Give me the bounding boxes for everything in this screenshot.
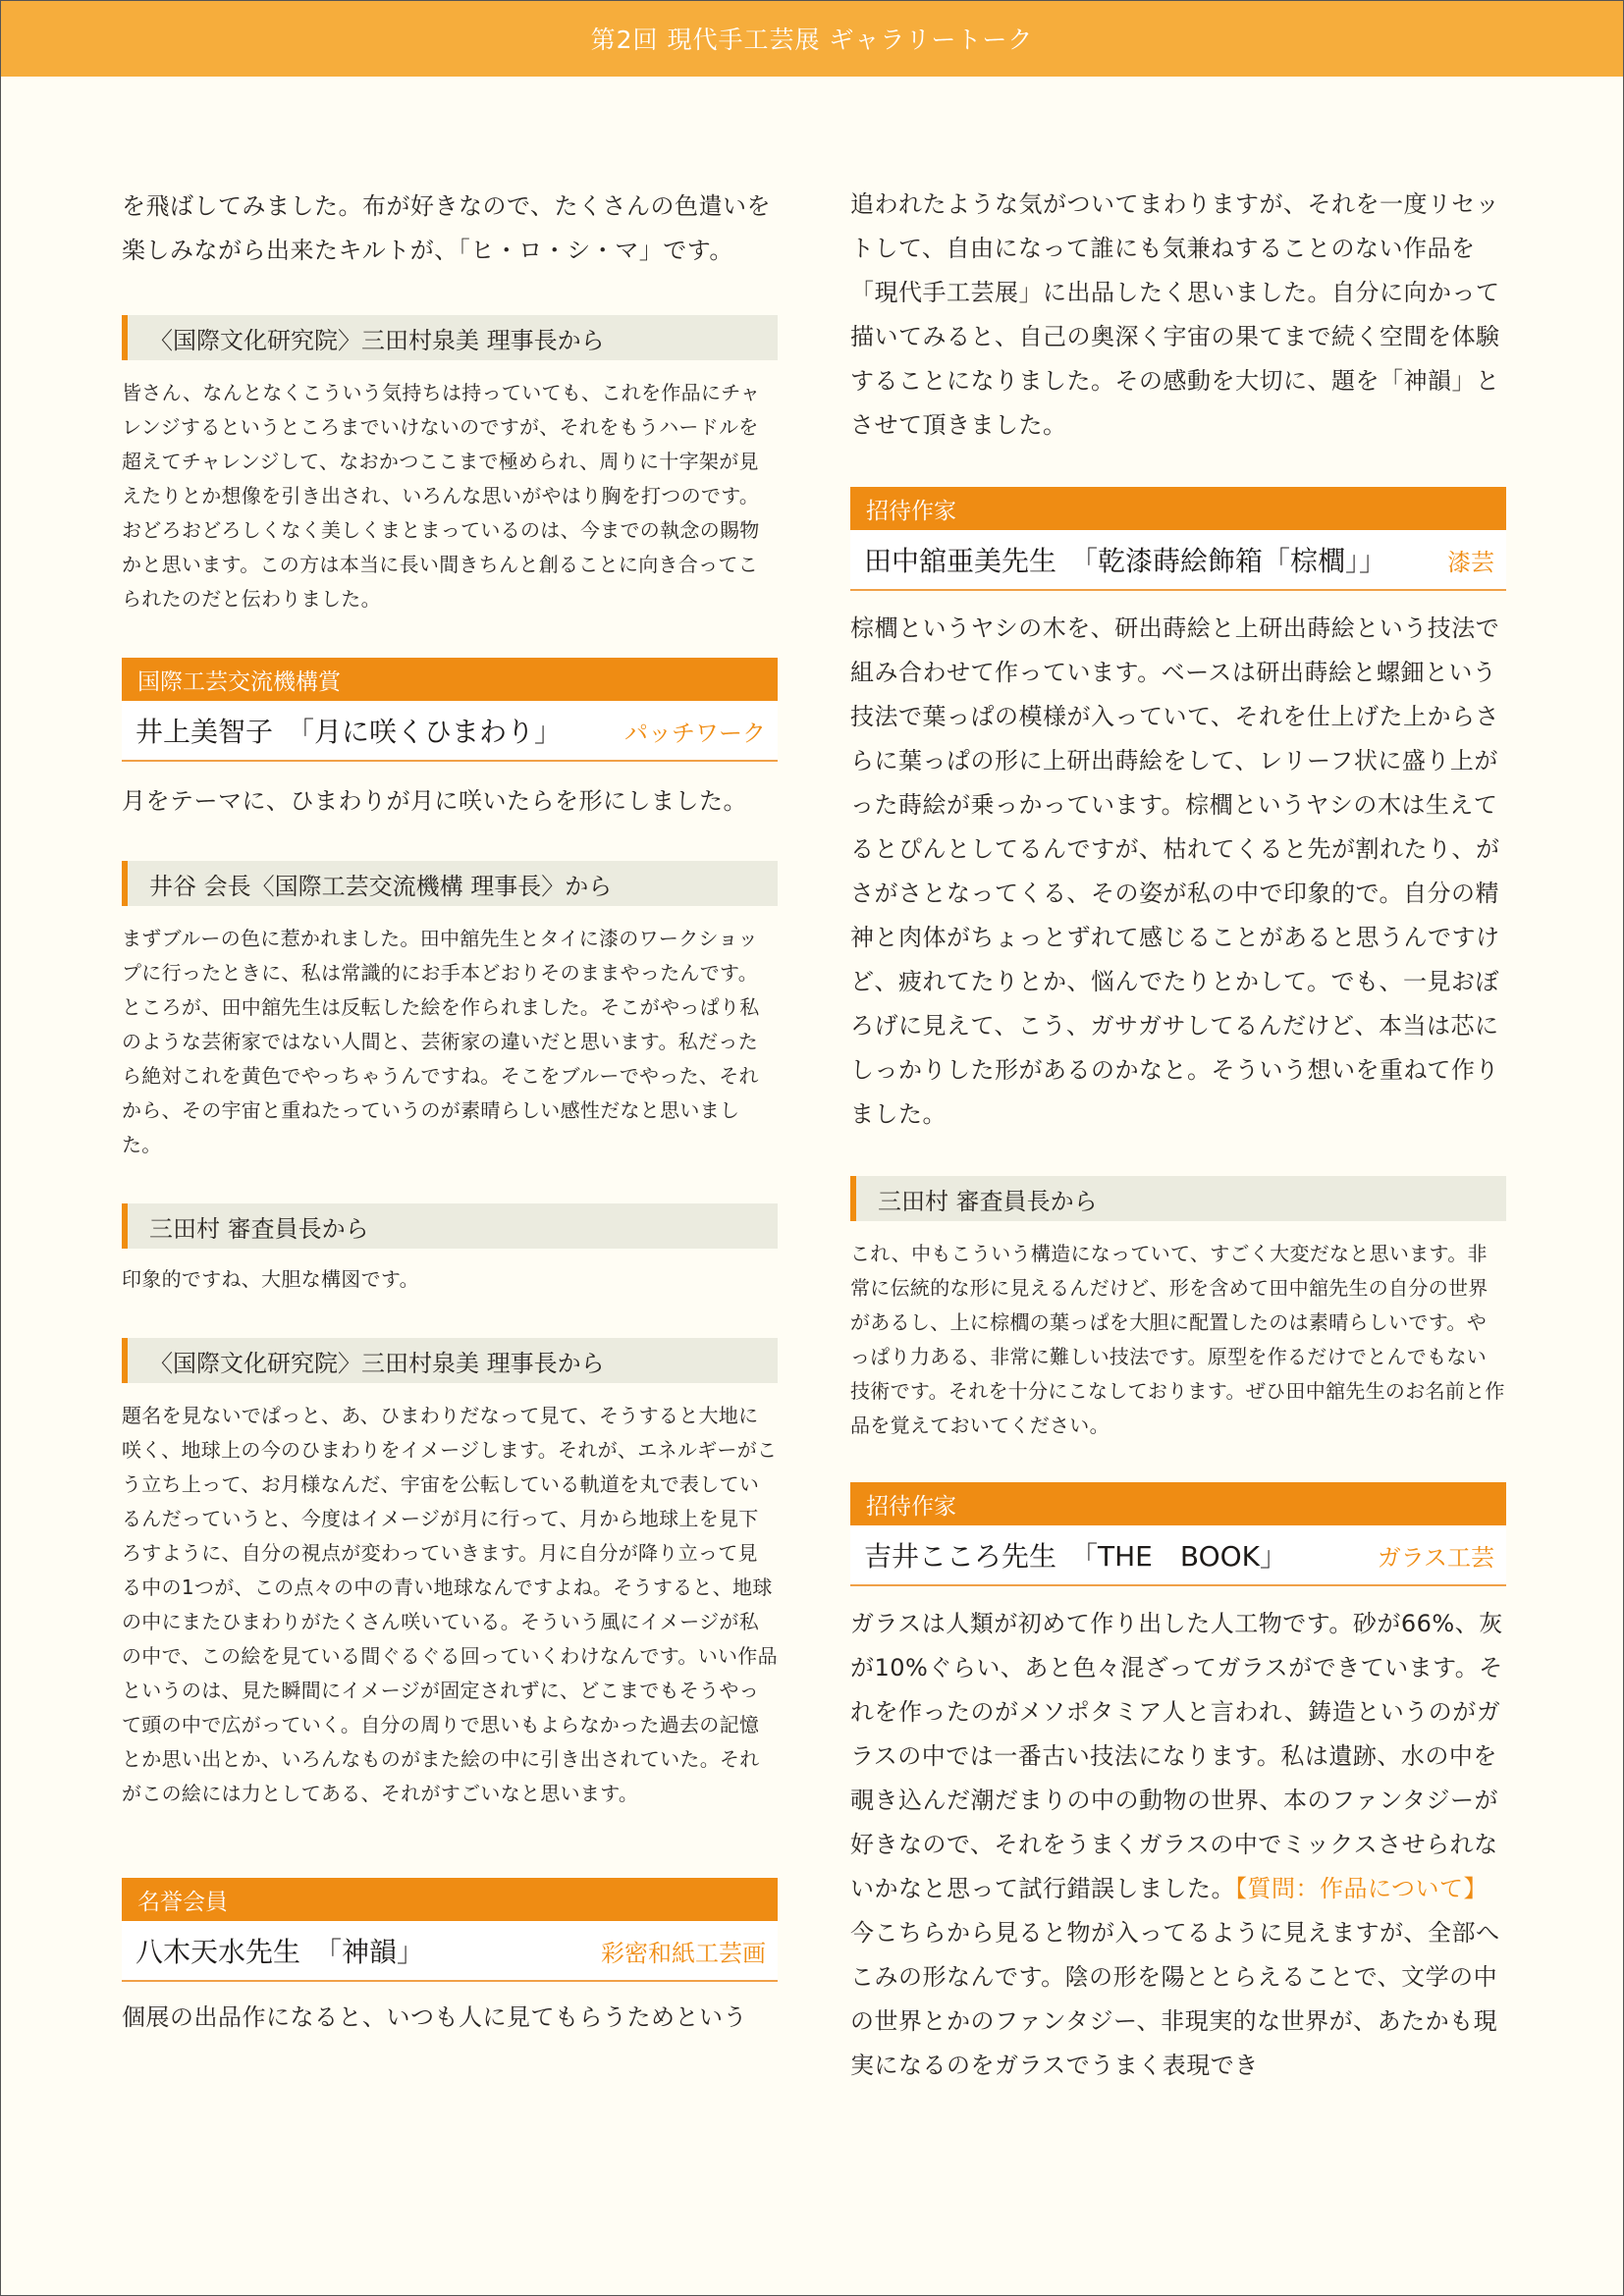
comment-text: これ、中もこういう構造になっていて、すごく大変だなと思います。非常に伝統的な形に見えるんだけど、形を含めて田中舘先生の自分の世界があるし、上に棕櫚の葉っぱを大胆に配置したのは素晴らしいです。やっぱり力ある、非常に難しい技法です。原型を作るだけでとんでもない技術です。それを十分にこなしております。ぜひ田中舘先生のお名前と作品を覚えておいてください。 bbox=[850, 1242, 1505, 1437]
work-title-row bbox=[850, 1525, 1506, 1586]
work-description-part: 今こちらから見ると物が入ってるように見えますが、全部へこみの形なんです。陰の形を陽ととらえることで、文学の中の世界とかのファンタジー、非現実的な世界が、あたかも現実になるのをガラスでうまく表現でき bbox=[850, 1919, 1500, 2079]
work-title-row bbox=[122, 1921, 778, 1982]
comment-text: まずブルーの色に惹かれました。田中舘先生とタイに漆のワークショップに行ったときに、私は常識的にお手本どおりそのままやったんです。ところが、田中舘先生は反転した絵を作られました。そこがやっぱり私のような芸術家ではない人間と、芸術家の違いだと思います。私だったら絶対これを黄色でやっちゃうんですね。そこをブルーでやった、それから、その宇宙と重ねたっていうのが素晴らしい感性だなと思いました。 bbox=[122, 927, 760, 1156]
work-genre: ガラス工芸 bbox=[1377, 1543, 1494, 1572]
intro-text: を飛ばしてみました。布が好きなので、たくさんの色遣いを楽しみながら出来たキルトが、「ヒ・ロ・シ・マ」です。 bbox=[122, 192, 772, 264]
work-title-row bbox=[122, 701, 778, 762]
intro-text: 追われたような気がついてまわりますが、それを一度リセットして、自由になって誰にも気兼ねすることのない作品を「現代手工芸展」に出品したく思いました。自分に向かって描いてみると、自己の奥深く宇宙の果てまで続く空間を体験することになりました。その感動を大切に、題を「神韻」とさせて頂きました。 bbox=[850, 190, 1500, 439]
work-description bbox=[850, 1602, 1506, 2088]
question-label: 【質問：作品について】 bbox=[1235, 1875, 1489, 1902]
work-title: 吉井こころ先生 「THE BOOK」 bbox=[864, 1540, 1288, 1573]
comment-heading: 三田村 審査員長から bbox=[122, 1203, 778, 1249]
work-genre: 彩密和紙工芸画 bbox=[601, 1939, 766, 1967]
header-bar bbox=[0, 0, 1624, 77]
work-description: 個展の出品作になると、いつも人に見てもらうためという bbox=[122, 2003, 747, 2031]
award-label: 招待作家 bbox=[850, 487, 1506, 530]
work-description: 棕櫚というヤシの木を、研出蒔絵と上研出蒔絵という技法で組み合わせて作っています。ベースは研出蒔絵と螺鈿という技法で葉っぱの模様が入っていて、それを仕上げた上からさらに葉っぱの形に上研出蒔絵をして、レリーフ状に盛り上がった蒔絵が乗っかっています。棕櫚というヤシの木は生えてるとぴんとしてるんですが、枯れてくると先が割れたり、がさがさとなってくる、その姿が私の中で印象的で。自分の精神と肉体がちょっとずれて感じることがあると思うんですけど、疲れてたりとか、悩んでたりとかして。でも、一見おぼろげに見えて、こう、ガサガサしてるんだけど、本当は芯にしっかりした形があるのかなと。そういう想いを重ねて作りました。 bbox=[850, 614, 1500, 1128]
work-title: 井上美智子 「月に咲くひまわり」 bbox=[135, 716, 563, 748]
comment-text: 皆さん、なんとなくこういう気持ちは持っていても、これを作品にチャレンジするというところまでいけないのですが、それをもうハードルを超えてチャレンジして、なおかつここまで極められ、周りに十字架が見えたりとか想像を引き出され、いろんな思いがやはり胸を打つのです。おどろおどろしくなく美しくまとまっているのは、今までの執念の賜物かと思います。この方は本当に長い間きちんと創ることに向き合ってこられたのだと伝わりました。 bbox=[122, 381, 761, 611]
right-column bbox=[850, 183, 1506, 2088]
work-genre: 漆芸 bbox=[1447, 548, 1494, 576]
work-description-part: ガラスは人類が初めて作り出した人工物です。砂が66%、灰が10%ぐらい、あと色々混ざってガラスができています。それを作ったのがメソポタミア人と言われ、鋳造というのがガラスの中では一番古い技法になります。私は遺跡、水の中を覗き込んだ潮だまりの中の動物の世界、本のファンタジーが好きなので、それをうまくガラスの中でミックスさせられないかなと思って試行錯誤しました。 bbox=[850, 1610, 1503, 1902]
comment-heading: 〈国際文化研究院〉三田村泉美 理事長から bbox=[122, 1338, 778, 1383]
work-genre: パッチワーク bbox=[624, 719, 766, 747]
left-column bbox=[122, 177, 778, 2040]
award-label: 招待作家 bbox=[850, 1482, 1506, 1525]
award-label: 名誉会員 bbox=[122, 1878, 778, 1921]
comment-text: 印象的ですね、大胆な構図です。 bbox=[122, 1267, 419, 1291]
comment-heading: 〈国際文化研究院〉三田村泉美 理事長から bbox=[122, 315, 778, 360]
award-label: 国際工芸交流機構賞 bbox=[122, 658, 778, 701]
comment-heading: 井谷 会長〈国際工芸交流機構 理事長〉から bbox=[122, 861, 778, 906]
comment-text: 題名を見ないでぱっと、あ、ひまわりだなって見て、そうすると大地に咲く、地球上の今のひまわりをイメージします。それが、エネルギーがこう立ち上って、お月様なんだ、宇宙を公転している軌道を丸で表しているんだっていうと、今度はイメージが月に行って、月から地球上を見下ろすように、自分の視点が変わっていきます。月に自分が降り立って見る中の1つが、この点々の中の青い地球なんですよね。そうすると、地球の中にまたひまわりがたくさん咲いている。そういう風にイメージが私の中で、この絵を見ている間ぐるぐる回っていくわけなんです。いい作品というのは、見た瞬間にイメージが固定されずに、どこまでもそうやって頭の中で広がっていく。自分の周りで思いもよらなかった過去の記憶とか思い出とか、いろんなものがまた絵の中に引き出されていた。それがこの絵には力としてある、それがすごいなと思います。 bbox=[122, 1404, 778, 1805]
work-description: 月をテーマに、ひまわりが月に咲いたらを形にしました。 bbox=[122, 787, 747, 815]
work-title-row bbox=[850, 530, 1506, 591]
work-title: 八木天水先生 「神韻」 bbox=[135, 1936, 425, 1968]
page-header-title: 第2回 現代手工芸展 ギャラリートーク bbox=[590, 26, 1034, 54]
work-title: 田中舘亜美先生 「乾漆蒔絵飾箱「棕櫚」」 bbox=[864, 545, 1387, 577]
comment-heading: 三田村 審査員長から bbox=[850, 1176, 1506, 1221]
